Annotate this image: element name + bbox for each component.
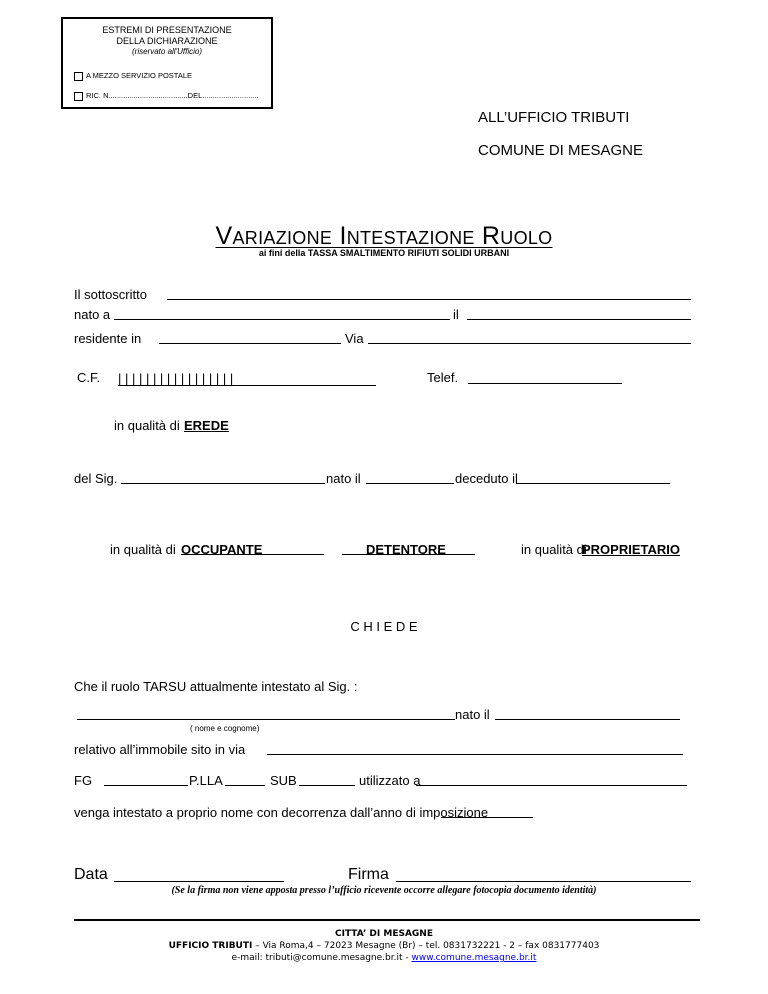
via-field[interactable]: [368, 343, 691, 344]
reception-box: [61, 17, 273, 109]
plla-field[interactable]: [225, 785, 265, 786]
fg-field[interactable]: [104, 785, 188, 786]
option-postal[interactable]: [74, 71, 192, 81]
intestatario-field[interactable]: [77, 719, 455, 720]
nato-il-field[interactable]: [366, 483, 454, 484]
label-via: Via: [345, 331, 364, 346]
residente-field[interactable]: [159, 343, 341, 344]
deceduto-il-field[interactable]: [516, 483, 670, 484]
label-del-sig: del Sig.: [74, 471, 118, 486]
il-field[interactable]: [467, 319, 691, 320]
footer-office-line: [0, 941, 768, 951]
label-plla: P.LLA: [189, 773, 223, 788]
label-telef: Telef.: [427, 370, 459, 385]
label-sottoscritto: Il sottoscritto: [74, 287, 147, 302]
page-title: Variazione Intestazione Ruolo: [215, 222, 553, 250]
footer-city: CITTA’ DI MESAGNE: [334, 929, 433, 939]
label-residente: residente in: [74, 331, 142, 346]
reception-box-header: ESTREMI DI PRESENTAZIONE DELLA DICHIARAZIONE: [102, 25, 232, 46]
telef-field[interactable]: [468, 383, 622, 384]
label-in-qualita-erede: in qualità di: [114, 418, 180, 433]
label-request-nato-il: nato il: [455, 707, 490, 722]
sottoscritto-field[interactable]: [167, 299, 691, 300]
footer-website-link[interactable]: www.comune.mesagne.br.it: [411, 953, 537, 963]
label-nato-il: nato il: [326, 471, 361, 486]
request-intro: Che il ruolo TARSU attualmente intestato al Sig. :: [74, 679, 358, 694]
nato-a-field[interactable]: [114, 319, 450, 320]
nome-cognome-hint: ( nome e cognome): [190, 724, 260, 733]
detentore-option[interactable]: DETENTORE: [366, 542, 446, 557]
page-subtitle: ai fini della TASSA SMALTIMENTO RIFIUTI SOLIDI URBANI: [258, 248, 510, 258]
option-ric[interactable]: [74, 91, 259, 101]
label-deceduto-il: deceduto il: [455, 471, 518, 486]
occupante-underline: [181, 554, 324, 555]
label-decorrenza: venga intestato a proprio nome con decorrenza dall’anno di imposizione: [74, 805, 489, 820]
label-cf: C.F.: [77, 370, 101, 385]
cf-boxes[interactable]: | | | | | | | | | | | | | | | | |: [118, 371, 234, 386]
label-in-qualita-occupante: in qualità di: [110, 542, 176, 557]
label-utilizzato: utilizzato a: [359, 773, 421, 788]
option-ric-label: RIC. N......................................DEL...........................: [86, 91, 259, 100]
postal-checkbox[interactable]: [74, 72, 83, 81]
utilizzato-field[interactable]: [416, 785, 687, 786]
footer-address: – Via Roma,4 – 72023 Mesagne (Br) – tel. 0831732221 - 2 – fax 0831777403: [252, 941, 600, 951]
label-sub: SUB: [270, 773, 297, 788]
sub-field[interactable]: [299, 785, 355, 786]
del-sig-field[interactable]: [121, 483, 325, 484]
footer-contact-line: [0, 953, 768, 963]
erede-option[interactable]: EREDE: [184, 418, 229, 433]
cf-underline: [118, 385, 376, 386]
detentore-underline: [342, 554, 475, 555]
label-fg: FG: [74, 773, 93, 788]
signature-note: (Se la firma non viene apposta presso l’ufficio ricevente occorre allegare fotocopia documento identità): [171, 885, 597, 896]
reception-box-note: (riservato all'Ufficio): [132, 47, 202, 56]
decorrenza-field[interactable]: [441, 817, 533, 818]
addressee-line1: ALL’UFFICIO TRIBUTI: [478, 109, 630, 126]
request-nato-il-field[interactable]: [495, 719, 680, 720]
data-field[interactable]: [114, 881, 284, 882]
chiede-heading: C H I E D E: [350, 619, 418, 634]
occupante-option[interactable]: OCCUPANTE: [181, 542, 263, 557]
footer-rule: [74, 919, 700, 921]
label-data: Data: [74, 866, 108, 883]
footer-office: UFFICIO TRIBUTI: [168, 941, 253, 951]
addressee-line2: COMUNE DI MESAGNE: [478, 142, 644, 159]
ric-checkbox[interactable]: [74, 92, 83, 101]
immobile-field[interactable]: [267, 754, 683, 755]
label-il: il: [453, 307, 459, 322]
proprietario-option[interactable]: PROPRIETARIO: [582, 542, 680, 557]
footer-email: e-mail: tributi@comune.mesagne.br.it -: [231, 953, 412, 963]
firma-field[interactable]: [396, 881, 691, 882]
label-nato-a: nato a: [74, 307, 111, 322]
option-postal-label: A MEZZO SERVIZIO POSTALE: [86, 71, 192, 80]
label-immobile: relativo all’immobile sito in via: [74, 742, 246, 757]
label-in-qualita-proprietario: in qualità di: [521, 542, 587, 557]
label-firma: Firma: [348, 866, 389, 883]
